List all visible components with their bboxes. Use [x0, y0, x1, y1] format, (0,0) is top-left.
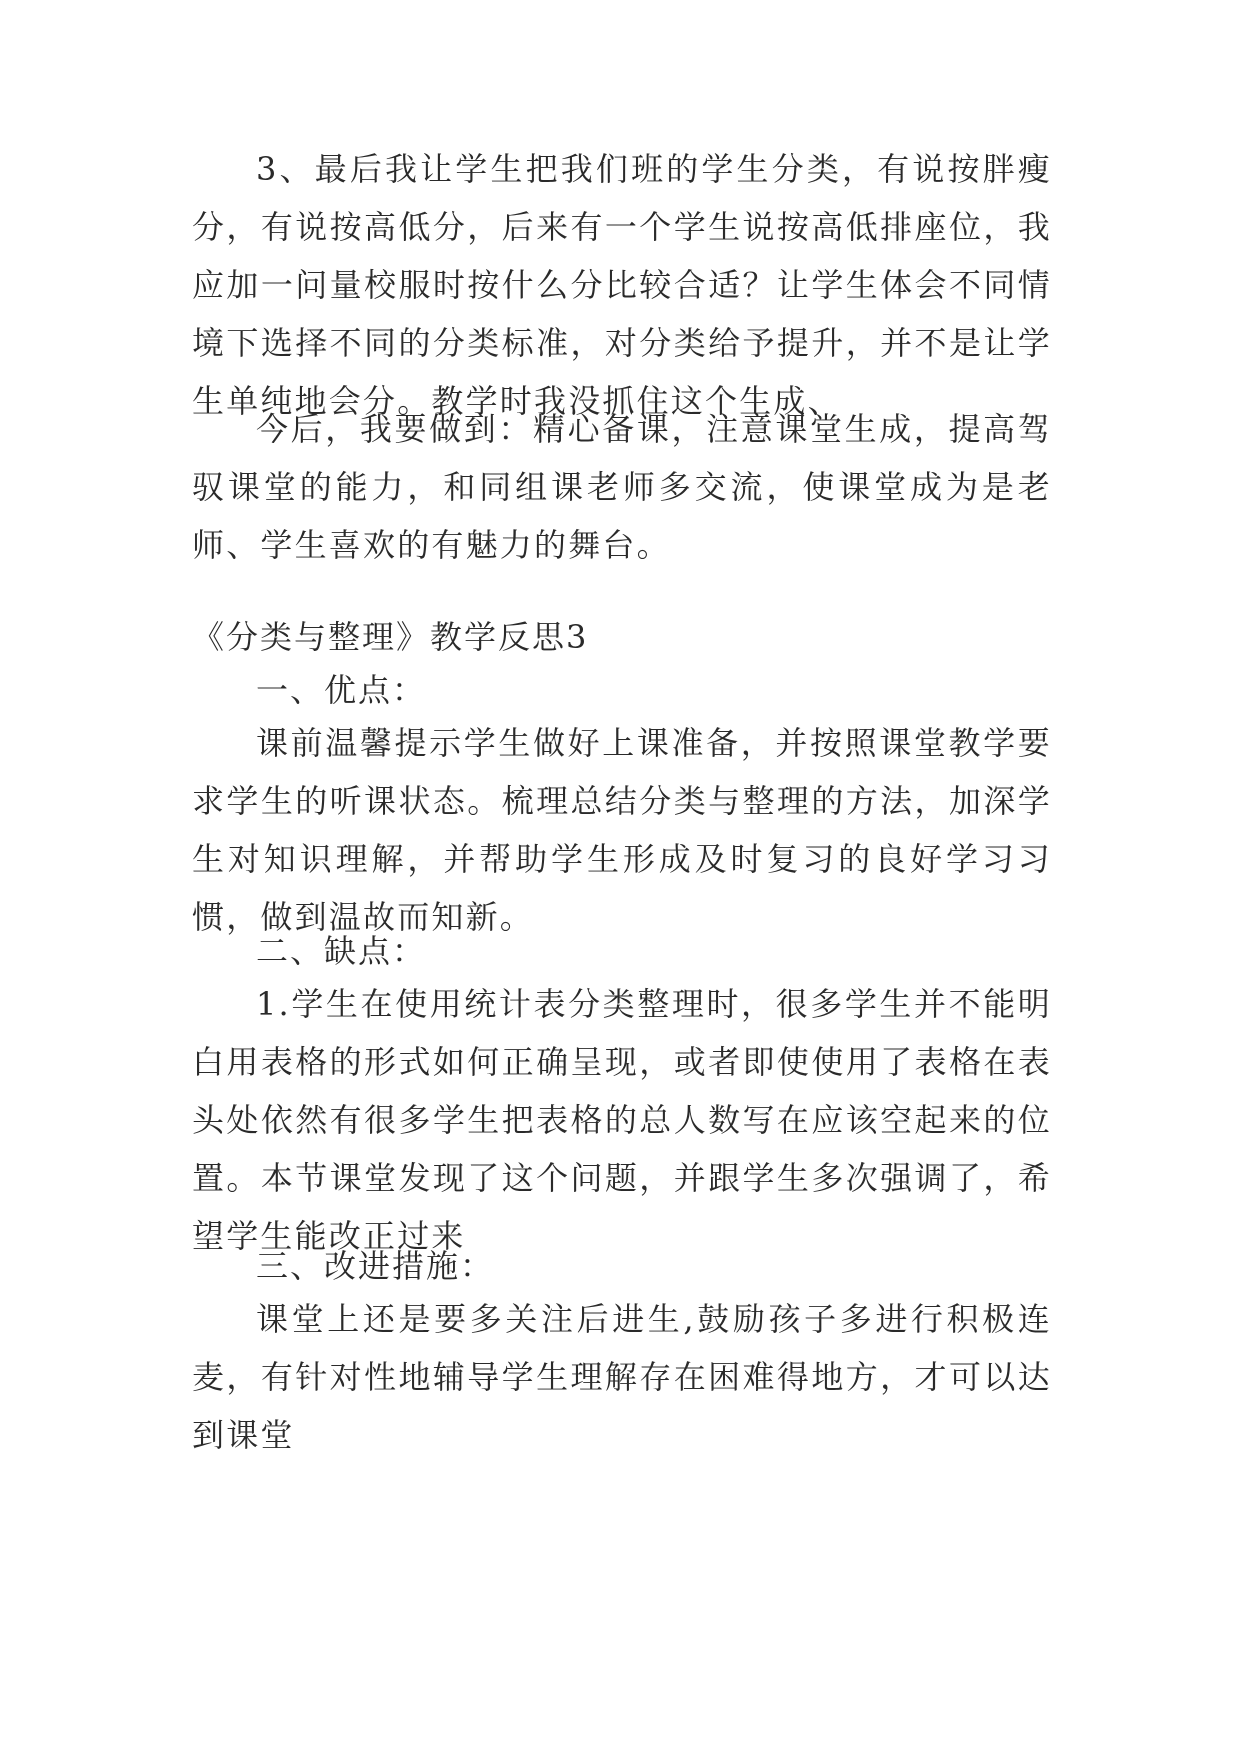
section-title: 《分类与整理》教学反思3 — [192, 618, 589, 656]
heading-improvements: 三、改进措施： — [256, 1247, 495, 1285]
paragraph-improvements: 课堂上还是要多关注后进生,鼓励孩子多进行积极连麦，有针对性地辅导学生理解存在困难得地方，才可以达到课堂 — [192, 1300, 1052, 1454]
heading-advantages: 一、优点： — [256, 671, 427, 709]
paragraph-disadvantages: 1.学生在使用统计表分类整理时，很多学生并不能明白用表格的形式如何正确呈现，或者即使使用了表格在表头处依然有很多学生把表格的总人数写在应该空起来的位置。本节课堂发现了这个问题，并跟学生多次强调了，希望学生能改正过来 — [192, 985, 1052, 1255]
paragraph-advantages: 课前温馨提示学生做好上课准备，并按照课堂教学要求学生的听课状态。梳理总结分类与整理的方法，加深学生对知识理解，并帮助学生形成及时复习的良好学习习惯，做到温故而知新。 — [192, 724, 1052, 936]
paragraph-future-plan: 今后，我要做到：精心备课，注意课堂生成，提高驾驭课堂的能力，和同组课老师多交流，使课堂成为是老师、学生喜欢的有魅力的舞台。 — [192, 410, 1052, 564]
paragraph-classification-example: 3、最后我让学生把我们班的学生分类，有说按胖瘦分，有说按高低分，后来有一个学生说按高低排座位，我应加一问量校服时按什么分比较合适？让学生体会不同情境下选择不同的分类标准，对分类给予提升，并不是让学生单纯地会分。教学时我没抓住这个生成、 — [192, 150, 1052, 420]
heading-disadvantages: 二、缺点： — [256, 932, 427, 970]
